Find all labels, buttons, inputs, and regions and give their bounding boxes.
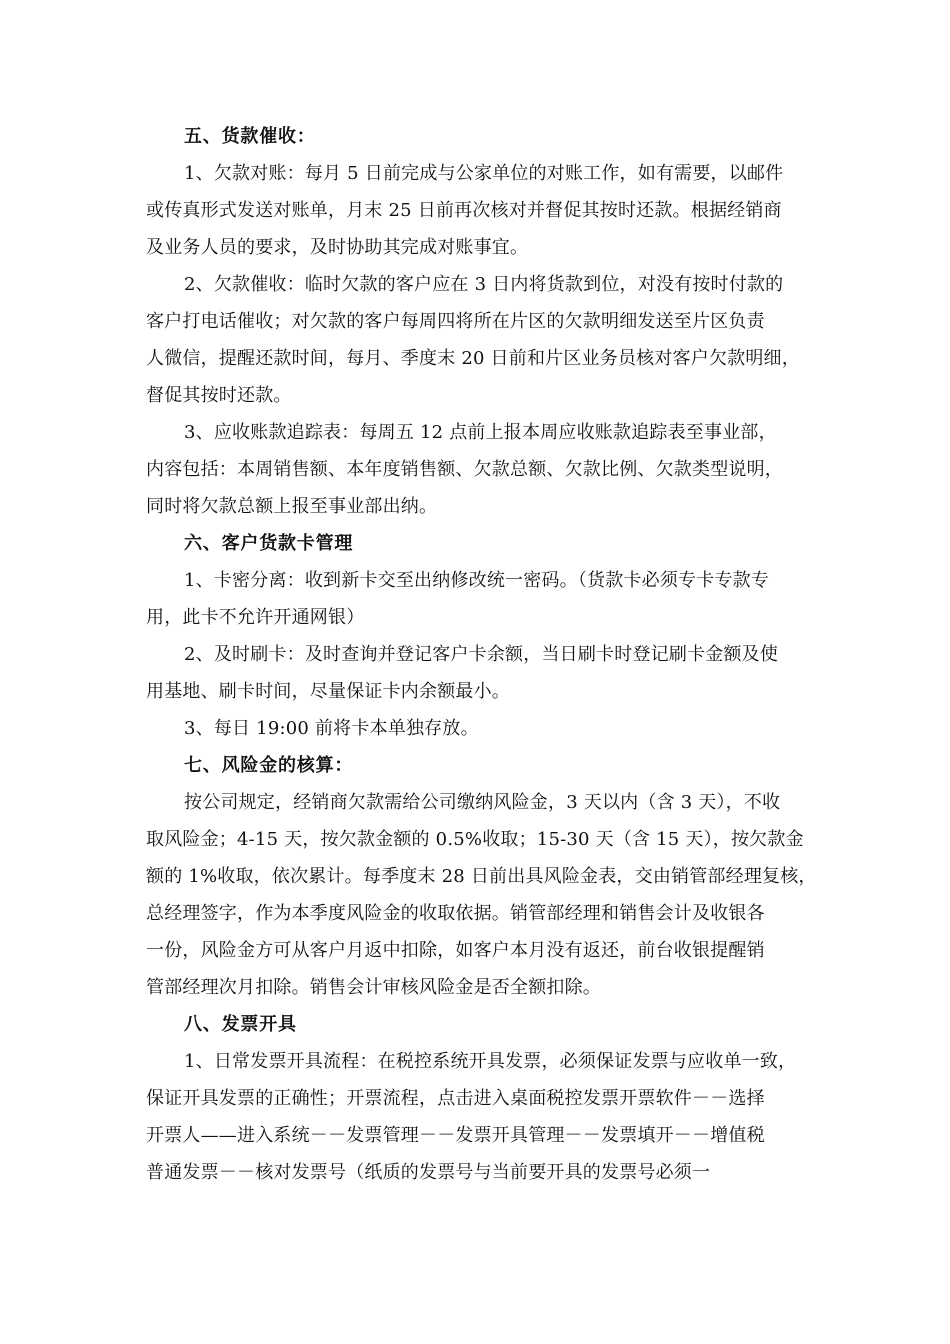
paragraph-line: 取风险金；4-15 天，按欠款金额的 0.5%收取；15-30 天（含 15 天），按欠款金 [146, 829, 804, 850]
paragraph-line: 或传真形式发送对账单，月末 25 日前再次核对并督促其按时还款。根据经销商 [146, 200, 782, 221]
paragraph-line: 1、欠款对账：每月 5 日前完成与公家单位的对账工作，如有需要，以邮件 [184, 163, 784, 184]
paragraph-line: 一份，风险金方可从客户月返中扣除，如客户本月没有返还，前台收银提醒销 [146, 940, 765, 961]
paragraph-line: 1、日常发票开具流程：在税控系统开具发票，必须保证发票与应收单一致， [184, 1051, 797, 1072]
paragraph-line: 及业务人员的要求，及时协助其完成对账事宜。 [146, 237, 529, 258]
paragraph-line: 1、卡密分离：收到新卡交至出纳修改统一密码。（货款卡必须专卡专款专 [184, 570, 770, 591]
section-heading-invoicing: 八、发票开具 [184, 1014, 297, 1035]
paragraph-line: 保证开具发票的正确性；开票流程，点击进入桌面税控发票开票软件－－选择 [146, 1088, 765, 1109]
section-heading-payment-card: 六、客户货款卡管理 [184, 533, 354, 554]
paragraph-line: 人微信，提醒还款时间，每月、季度末 20 日前和片区业务员核对客户欠款明细， [146, 348, 800, 369]
paragraph-line: 2、及时刷卡：及时查询并登记客户卡余额，当日刷卡时登记刷卡金额及使 [184, 644, 779, 665]
paragraph-line: 额的 1%收取，依次累计。每季度末 28 日前出具风险金表，交由销管部经理复核， [146, 866, 817, 887]
paragraph-line: 2、欠款催收：临时欠款的客户应在 3 日内将货款到位，对没有按时付款的 [184, 274, 784, 295]
paragraph-line: 用基地、刷卡时间，尽量保证卡内余额最小。 [146, 681, 510, 702]
paragraph-line: 开票人——进入系统－－发票管理－－发票开具管理－－发票填开－－增值税 [146, 1125, 765, 1146]
paragraph-line: 普通发票－－核对发票号（纸质的发票号与当前要开具的发票号必须一 [146, 1162, 711, 1183]
section-heading-risk-fund: 七、风险金的核算： [184, 755, 354, 776]
paragraph-line: 用，此卡不允许开通网银） [146, 607, 365, 628]
paragraph-line: 客户打电话催收；对欠款的客户每周四将所在片区的欠款明细发送至片区负责 [146, 311, 765, 332]
paragraph-line: 管部经理次月扣除。销售会计审核风险金是否全额扣除。 [146, 977, 601, 998]
paragraph-line: 3、每日 19:00 前将卡本单独存放。 [184, 718, 479, 739]
paragraph-line: 同时将欠款总额上报至事业部出纳。 [146, 496, 438, 517]
paragraph-line: 督促其按时还款。 [146, 385, 292, 406]
paragraph-line: 总经理签字，作为本季度风险金的收取依据。销管部经理和销售会计及收银各 [146, 903, 765, 924]
paragraph-line: 3、应收账款追踪表：每周五 12 点前上报本周应收账款追踪表至事业部， [184, 422, 777, 443]
section-heading-debt-collection: 五、货款催收： [184, 126, 316, 147]
paragraph-line: 内容包括：本周销售额、本年度销售额、欠款总额、欠款比例、欠款类型说明， [146, 459, 783, 480]
paragraph-line: 按公司规定，经销商欠款需给公司缴纳风险金，3 天以内（含 3 天），不收 [184, 792, 781, 813]
